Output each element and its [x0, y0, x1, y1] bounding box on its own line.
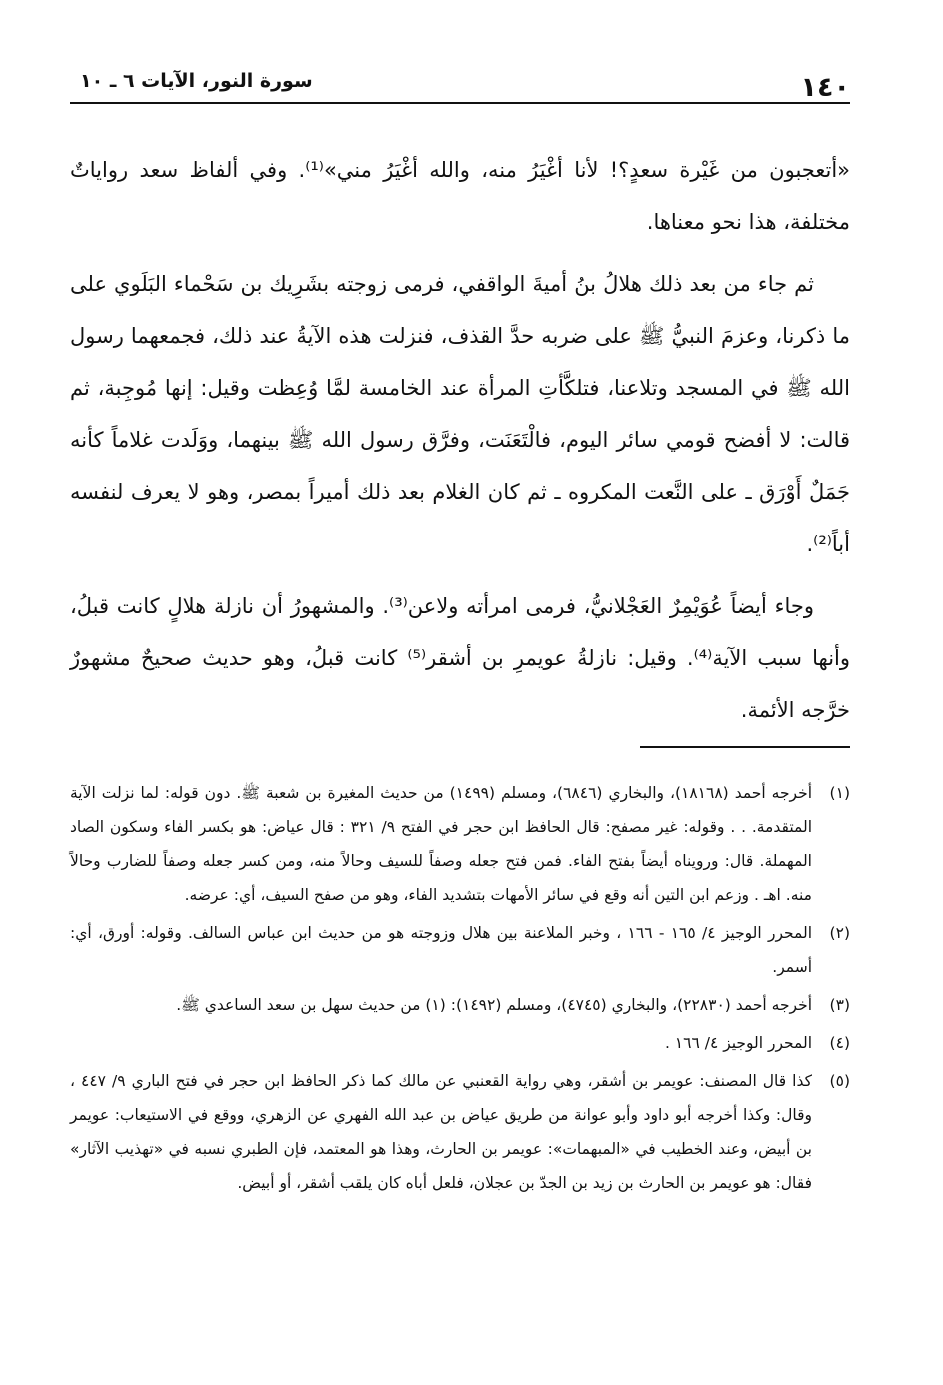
- footnote-text: أخرجه أحمد (٢٢٨٣٠)، والبخاري (٤٧٤٥)، ومسلم (١٤٩٢): (١) من حديث سهل بن سعد الساعدي ﷺ.: [176, 996, 812, 1014]
- footnote-text: المحرر الوجيز ٤/ ١٦٥ - ١٦٦ ، وخبر الملاعنة بين هلال وزوجته هو من حديث ابن عباس السالف. وقوله: أورق، أي: أسمر.: [70, 924, 813, 976]
- paragraph: ثم جاء من بعد ذلك هلالُ بنُ أميةَ الواقفي، فرمى زوجته بشَرِيك بن سَحْماء البَلَوي على ما ذكرنا، وعزمَ النبيُّ ﷺ على ضربه حدَّ القذف، فنزلت هذه الآيةُ عند ذلك، فجمعهما رسول الله ﷺ في المسجد وتلاعنا، فتلكَّأتِ المرأة عند الخامسة لمَّا وُعِظت وقيل: إنها مُوجِبة، ثم قالت: لا أفضح قومي سائر اليوم، فالْتَعَنَت، وفرَّق رسول الله ﷺ بينهما، ووَلَدت غلاماً كأنه جَمَلٌ أَوْرَق ـ على النَّعت المكروه ـ ثم كان الغلام بعد ذلك أميراً بمصر، وهو لا يعرف لنفسه أباً⁽²⁾.: [70, 272, 850, 556]
- footnote-number: (٥): [829, 1072, 850, 1090]
- page-number: ١٤٠: [800, 72, 850, 103]
- paragraph: «أتعجبون من غَيْرة سعدٍ؟! لأنا أغْيَرُ منه، والله أغْيَرُ مني»⁽¹⁾. وفي ألفاظ سعد رواياتٌ مختلفة، هذا نحو معناها.: [70, 158, 850, 234]
- footnote-number: (٢): [829, 924, 850, 942]
- paragraph: وجاء أيضاً عُوَيْمِرٌ العَجْلانيُّ، فرمى امرأته ولاعن⁽³⁾. والمشهورُ أن نازلة هلالٍ كانت قبلُ، وأنها سبب الآية⁽⁴⁾. وقيل: نازلةُ عويمرِ بن أشقر⁽⁵⁾ كانت قبلُ، وهو حديث صحيحٌ مشهورٌ خرَّجه الأئمة.: [70, 594, 851, 722]
- footnote-text: كذا قال المصنف: عويمر بن أشقر، وهي رواية القعنبي عن مالك كما ذكر الحافظ ابن حجر في فتح الباري ٩/ ٤٤٧ ، وقال: وكذا أخرجه أبو داود وأبو عوانة من طريق عياض بن عبد الله الفهري عن الزهري، ووقع في الاستيعاب: عويمر بن أبيض، وعند الخطيب في «المبهمات»: عويمر بن الحارث، وهذا هو المعتمد، فإن الطبري نسبه في «تهذيب الآثار» فقال: هو عويمر بن الحارث بن زيد بن الجدّ بن عجلان، فلعل أباه كان يلقب أشقر، أو أبيض.: [70, 1072, 812, 1192]
- footnotes: [70, 776, 850, 1200]
- footnote-separator: [640, 746, 850, 748]
- footnote-number: (٣): [829, 996, 850, 1014]
- footnote: [70, 1026, 850, 1060]
- footnote-text: المحرر الوجيز ٤/ ١٦٦ .: [664, 1034, 812, 1052]
- running-title: سورة النور، الآيات ٦ ـ ١٠: [80, 70, 313, 92]
- page-header: [70, 60, 850, 104]
- footnote: [70, 988, 850, 1022]
- footnote: [70, 776, 850, 912]
- footnote-text: أخرجه أحمد (١٨١٦٨)، والبخاري (٦٨٤٦)، ومسلم (١٤٩٩) من حديث المغيرة بن شعبة ﷺ. دون قوله: لما نزلت الآية المتقدمة. . . وقوله: غير مصفح: قال الحافظ ابن حجر في الفتح ٩/ ٣٢١ : قال عياض: هو بكسر الفاء وسكون الصاد المهملة. قال: ورويناه أيضاً بفتح الفاء. فمن فتح جعله وصفاً للسيف وحالاً منه، ومن كسر جعله وصفاً للضارب وحالاً منه. اهـ . وزعم ابن التين أنه وقع في سائر الأمهات بتشديد الفاء، وهو من صفح السيف، أي: عرضه.: [70, 784, 813, 904]
- footnote: [70, 1064, 850, 1200]
- main-text: [70, 144, 850, 736]
- footnote-number: (٤): [829, 1034, 850, 1052]
- footnote: [70, 916, 850, 984]
- book-page: [70, 60, 850, 1204]
- footnote-number: (١): [829, 784, 850, 802]
